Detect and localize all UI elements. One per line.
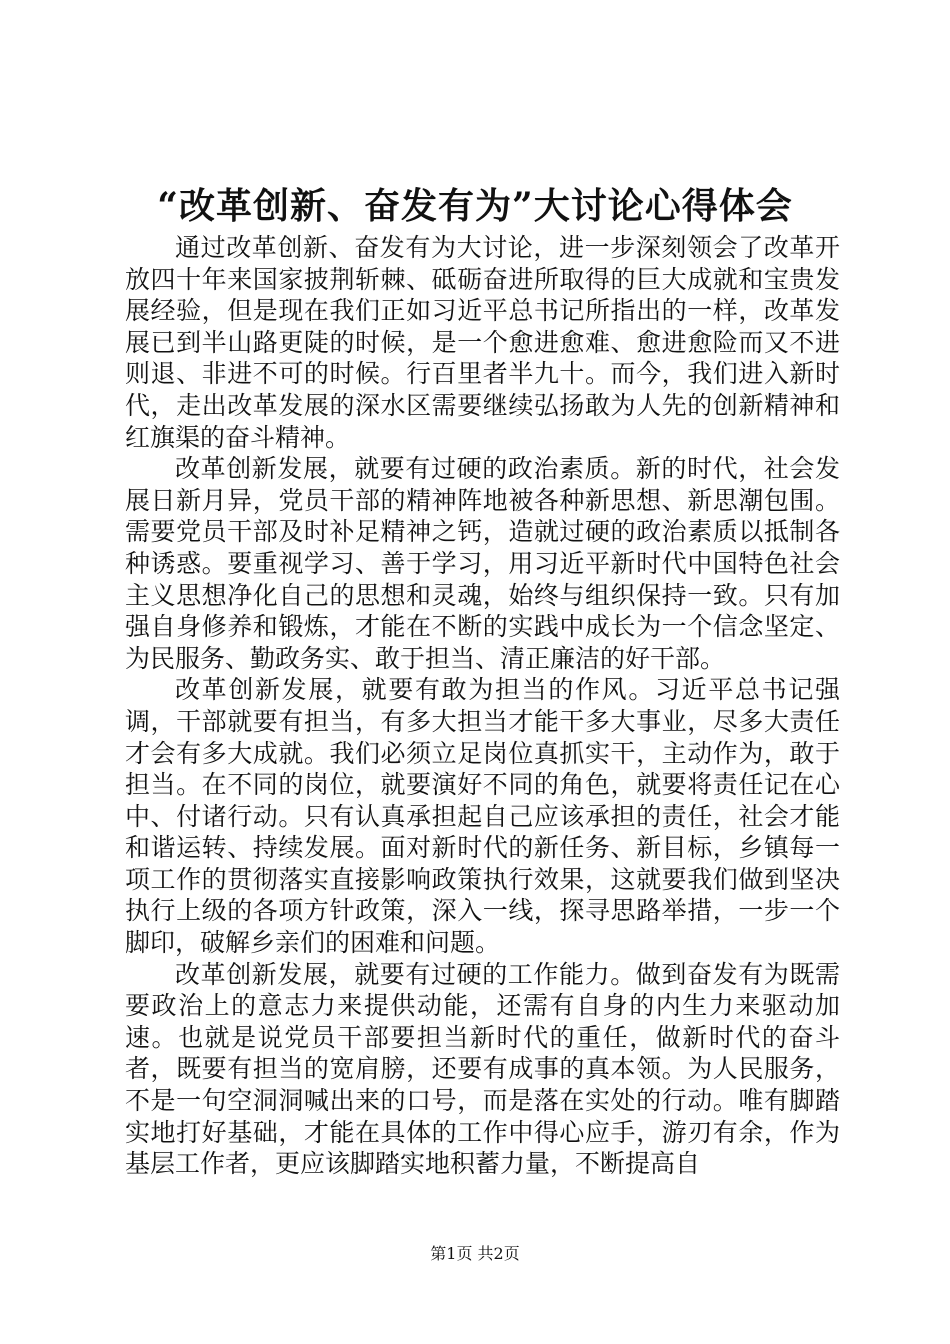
document-title: “改革创新、奋发有为”大讨论心得体会 [157, 185, 793, 227]
paragraph-1: 通过改革创新、奋发有为大讨论，进一步深刻领会了改革开放四十年来国家披荆斩棘、砥砺奋进所取得的巨大成就和宝贵发展经验，但是现在我们正如习近平总书记所指出的一样，改革发展已到半山路更陡的时候，是一个愈进愈难、愈进愈险而又不进则退、非进不可的时候。行百里者半九十。而今，我们进入新时代，走出改革发展的深水区需要继续弘扬敢为人先的创新精神和红旗渠的奋斗精神。 [125, 233, 840, 452]
document-body [125, 232, 840, 1180]
paragraph-4: 改革创新发展，就要有过硬的工作能力。做到奋发有为既需要政治上的意志力来提供动能，还需有自身的内生力来驱动加速。也就是说党员干部要担当新时代的重任，做新时代的奋斗者，既要有担当的宽肩膀，还要有成事的真本领。为人民服务，不是一句空洞洞喊出来的口号，而是落在实处的行动。唯有脚踏实地打好基础，才能在具体的工作中得心应手，游刃有余，作为基层工作者，更应该脚踏实地积蓄力量，不断提高自 [125, 959, 840, 1179]
paragraph-3: 改革创新发展，就要有敢为担当的作风。习近平总书记强调，干部就要有担当，有多大担当才能干多大事业，尽多大责任才会有多大成就。我们必须立足岗位真抓实干，主动作为，敢于担当。在不同的岗位，就要演好不同的角色，就要将责任记在心中、付诸行动。只有认真承担起自己应该承担的责任，社会才能和谐运转、持续发展。面对新时代的新任务、新目标，乡镇每一项工作的贯彻落实直接影响政策执行效果，这就要我们做到坚决执行上级的各项方针政策，深入一线，探寻思路举措，一步一个脚印，破解乡亲们的困难和问题。 [125, 675, 840, 958]
paragraph-2: 改革创新发展，就要有过硬的政治素质。新的时代，社会发展日新月异，党员干部的精神阵地被各种新思想、新思潮包围。需要党员干部及时补足精神之钙，造就过硬的政治素质以抵制各种诱惑。要重视学习、善于学习，用习近平新时代中国特色社会主义思想净化自己的思想和灵魂，始终与组织保持一致。只有加强自身修养和锻炼，才能在不断的实践中成长为一个信念坚定、为民服务、勤政务实、敢于担当、清正廉洁的好干部。 [125, 454, 840, 673]
page-number-footer: 第1页 共2页 [430, 1244, 520, 1263]
